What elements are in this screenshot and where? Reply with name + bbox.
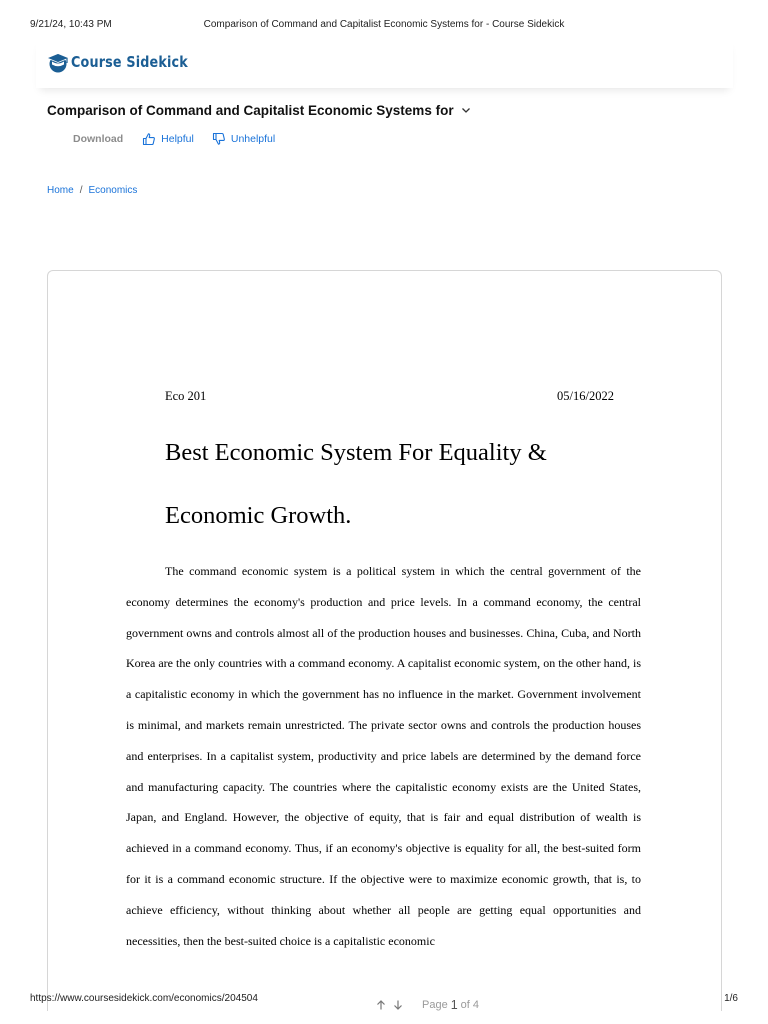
print-header bbox=[30, 19, 738, 33]
unhelpful-button[interactable] bbox=[212, 132, 275, 146]
print-page-count: 1/6 bbox=[724, 993, 738, 1004]
document-viewer bbox=[47, 270, 722, 1011]
breadcrumb-economics[interactable]: Economics bbox=[88, 185, 138, 196]
current-page-input[interactable]: 1 bbox=[450, 998, 458, 1012]
breadcrumb-home[interactable]: Home bbox=[47, 185, 74, 196]
download-button[interactable]: Download bbox=[73, 133, 124, 145]
page-total: of 4 bbox=[460, 999, 480, 1011]
helpful-button[interactable] bbox=[142, 132, 194, 146]
course-code: Eco 201 bbox=[165, 389, 207, 403]
print-datetime: 9/21/24, 10:43 PM bbox=[30, 19, 112, 30]
logo-text: Course Sidekick bbox=[71, 53, 188, 71]
print-page-title: Comparison of Command and Capitalist Economic Systems for - Course Sidekick bbox=[203, 19, 565, 30]
thumbs-up-icon bbox=[142, 132, 156, 146]
breadcrumb-separator: / bbox=[79, 185, 83, 196]
paper-date: 05/16/2022 bbox=[557, 389, 614, 403]
site-header bbox=[36, 38, 733, 88]
document-actions bbox=[73, 131, 275, 147]
essay-body: The command economic system is a political system in which the central government of the economy determines the economy's production and price levels. In a command economy, the central government owns and controls almost all of the production houses and businesses. China, Cuba, and North Korea are the only countries with a command economy. A capitalist economic system, on the other hand, is a capitalistic economy in which the government has no influence in the market. Government involvement is minimal, and markets remain unrestricted. The private sector owns and controls the production houses and enterprises. In a capitalist system, productivity and price labels are determined by the demand force and manufacturing capacity. The countries where the capitalistic economy exists are the United States, Japan, and England. However, the objective of equity, that is fair and equal distribution of wealth is achieved in a command economy. Thus, if an economy's objective is equality for all, the best-suited form for it is a command economic structure. If the objective were to maximize economic growth, that is, to achieve efficiency, without thinking about whether all people are getting equal opportunities and necessities, then the best-suited choice is a capitalistic economic bbox=[126, 564, 641, 948]
helpful-label: Helpful bbox=[161, 133, 194, 145]
unhelpful-label: Unhelpful bbox=[230, 133, 276, 145]
thumbs-down-icon bbox=[212, 132, 226, 146]
page-word: Page bbox=[422, 999, 448, 1011]
chevron-down-icon[interactable] bbox=[460, 104, 472, 116]
print-footer bbox=[30, 993, 738, 1007]
document-title: Comparison of Command and Capitalist Economic Systems for bbox=[47, 102, 454, 118]
essay-title: Best Economic System For Equality & Economic Growth. bbox=[165, 439, 547, 529]
document-title-row[interactable] bbox=[47, 100, 472, 120]
site-logo[interactable] bbox=[46, 49, 209, 75]
breadcrumb bbox=[47, 185, 137, 196]
print-url: https://www.coursesidekick.com/economics/204504 bbox=[30, 993, 258, 1004]
graduation-cap-logo-icon bbox=[46, 51, 70, 73]
